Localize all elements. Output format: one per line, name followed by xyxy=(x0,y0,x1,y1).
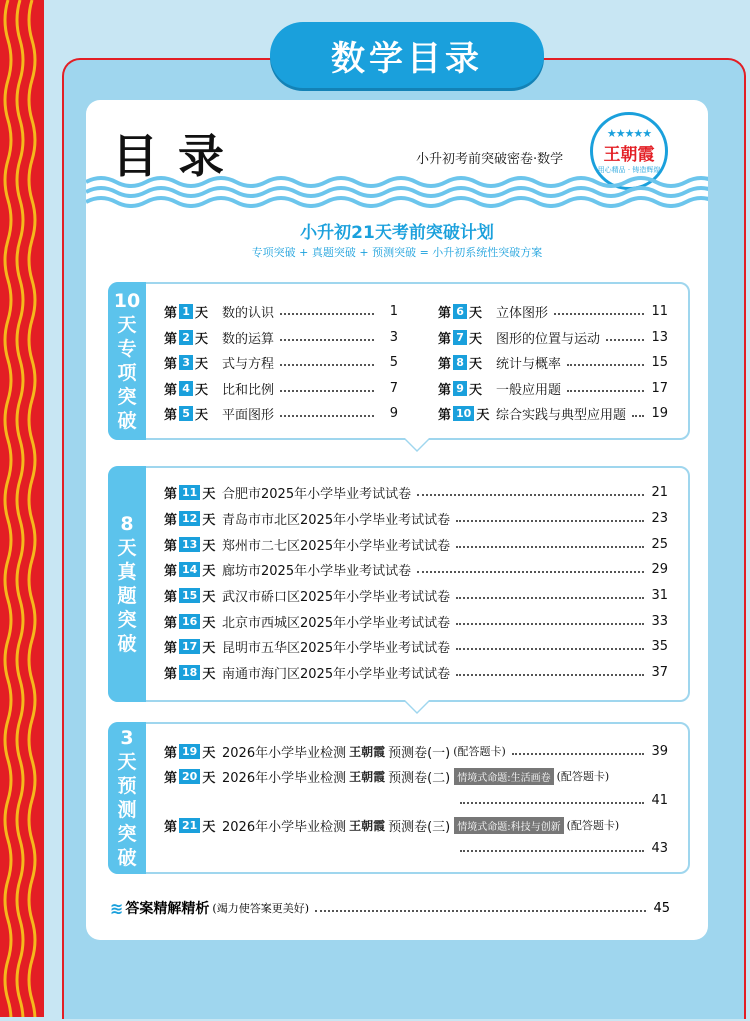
day-label: 第 8 天 xyxy=(438,355,483,372)
tab-char: 项 xyxy=(117,362,137,384)
topic-title: 合肥市2025年小学毕业考试试卷 xyxy=(222,486,412,502)
topic-title: 平面图形 xyxy=(222,407,275,423)
day-number: 2 xyxy=(179,330,193,345)
topic-title: 2026年小学毕业检测 xyxy=(222,770,347,786)
answers-row[interactable] xyxy=(110,898,670,918)
topic-title: 图形的位置与运动 xyxy=(496,331,601,347)
topic-volume: 预测卷(三) xyxy=(388,819,451,835)
topic-volume: 预测卷(二) xyxy=(388,770,451,786)
toc-row[interactable] xyxy=(164,636,668,656)
page-number: 1 xyxy=(389,303,398,319)
answer-card-note: (配答题卡) xyxy=(453,745,506,758)
toc-row[interactable] xyxy=(164,403,398,423)
day-label: 第 18 天 xyxy=(164,665,216,682)
tab-char: 3 xyxy=(120,727,134,749)
topic-title: 青岛市市北区2025年小学毕业考试试卷 xyxy=(222,512,451,528)
toc-row-continuation[interactable] xyxy=(454,790,668,810)
day-label: 第 7 天 xyxy=(438,330,483,347)
toc-row-continuation[interactable] xyxy=(454,838,668,858)
page-heading: 目录 xyxy=(112,129,244,183)
page-number: 21 xyxy=(651,484,668,500)
tab-char: 突 xyxy=(117,386,137,408)
dot-leader xyxy=(280,364,374,366)
page-number: 41 xyxy=(651,792,668,808)
title-banner xyxy=(270,22,544,88)
dot-leader xyxy=(512,753,644,755)
day-label: 第 19 天 xyxy=(164,744,216,761)
tab-char: 天 xyxy=(117,314,137,336)
tab-char: 突 xyxy=(117,823,137,845)
brand-name: 王朝霞 xyxy=(603,145,655,165)
page-number: 7 xyxy=(389,380,398,396)
topic-title: 比和比例 xyxy=(222,382,275,398)
toc-row[interactable] xyxy=(438,301,668,321)
topic-title: 一般应用题 xyxy=(496,382,562,398)
dot-leader xyxy=(460,802,644,804)
tab-char: 专 xyxy=(117,338,137,360)
day-number: 20 xyxy=(179,769,200,784)
topic-title: 廊坊市2025年小学毕业考试试卷 xyxy=(222,563,412,579)
ribbon-waves xyxy=(0,0,44,1017)
day-number: 7 xyxy=(453,330,467,345)
page-number: 29 xyxy=(651,561,668,577)
toc-row[interactable] xyxy=(164,611,668,631)
tab-char: 天 xyxy=(117,537,137,559)
dot-leader xyxy=(280,339,374,341)
toc-row[interactable] xyxy=(438,327,668,347)
plan-title: 小升初21天考前突破计划 xyxy=(300,223,494,243)
tab-char: 预 xyxy=(117,775,137,797)
dot-leader xyxy=(456,623,644,625)
tab-char: 破 xyxy=(117,633,137,655)
dot-leader xyxy=(554,313,644,315)
decorative-ribbon xyxy=(0,0,44,1017)
dot-leader xyxy=(456,597,644,599)
toc-row[interactable] xyxy=(164,508,668,528)
dot-leader xyxy=(456,546,644,548)
dot-leader xyxy=(417,571,644,573)
toc-row[interactable] xyxy=(164,559,668,579)
dot-leader xyxy=(632,415,644,417)
dot-leader xyxy=(456,674,644,676)
dot-leader xyxy=(460,850,644,852)
book-subtitle: 小升初考前突破密卷·数学 xyxy=(416,152,564,167)
brand-mark: 王朝霞 xyxy=(349,818,386,833)
day-label: 第 2 天 xyxy=(164,330,209,347)
stars-icon: ★★★★★ xyxy=(606,127,652,140)
day-number: 1 xyxy=(179,304,193,319)
day-label: 第 17 天 xyxy=(164,639,216,656)
tab-char: 题 xyxy=(117,585,137,607)
day-number: 10 xyxy=(453,406,474,421)
day-label: 第 3 天 xyxy=(164,355,209,372)
section-notch-inner xyxy=(405,438,429,450)
topic-title: 2026年小学毕业检测 xyxy=(222,745,347,761)
day-label: 第 15 天 xyxy=(164,588,216,605)
toc-row[interactable] xyxy=(164,815,668,835)
tab-char: 突 xyxy=(117,609,137,631)
answers-note: (竭力使答案更美好) xyxy=(212,902,309,915)
toc-row[interactable] xyxy=(164,301,398,321)
page-number: 23 xyxy=(651,510,668,526)
toc-row[interactable] xyxy=(438,352,668,372)
tab-char: 8 xyxy=(120,513,134,535)
page-number: 15 xyxy=(651,354,668,370)
day-number: 9 xyxy=(453,381,467,396)
topic-volume: 预测卷(一) xyxy=(388,745,451,761)
tab-char: 破 xyxy=(117,847,137,869)
page-number: 17 xyxy=(651,380,668,396)
brand-tagline: 用心精品 · 铸造辉煌 xyxy=(597,166,661,174)
toc-row[interactable] xyxy=(164,327,398,347)
page-number: 25 xyxy=(651,536,668,552)
toc-row[interactable] xyxy=(164,378,398,398)
topic-title: 立体图形 xyxy=(496,305,549,321)
topic-title: 武汉市硚口区2025年小学毕业考试试卷 xyxy=(222,589,451,605)
section-tab xyxy=(108,282,146,440)
day-label: 第 1 天 xyxy=(164,304,209,321)
topic-title: 昆明市五华区2025年小学毕业考试试卷 xyxy=(222,640,451,656)
day-number: 14 xyxy=(179,562,200,577)
page-number: 35 xyxy=(651,638,668,654)
dot-leader xyxy=(567,364,644,366)
section-tab xyxy=(108,466,146,702)
topic-title: 数的认识 xyxy=(222,305,275,321)
day-label: 第 11 天 xyxy=(164,485,216,502)
section-notch-inner xyxy=(405,700,429,712)
brand-mark: 王朝霞 xyxy=(349,744,386,759)
day-number: 18 xyxy=(179,665,200,680)
dot-leader xyxy=(606,339,644,341)
answers-label: 答案精解精析 xyxy=(125,901,210,917)
wave-divider xyxy=(86,174,708,208)
topic-title: 数的运算 xyxy=(222,331,275,347)
toc-row[interactable] xyxy=(438,378,668,398)
toc-row[interactable] xyxy=(164,662,668,682)
toc-row[interactable] xyxy=(164,585,668,605)
topic-title: 郑州市二七区2025年小学毕业考试试卷 xyxy=(222,538,451,554)
toc-row[interactable] xyxy=(164,352,398,372)
dot-leader xyxy=(280,313,374,315)
day-number: 5 xyxy=(179,406,193,421)
day-label: 第 12 天 xyxy=(164,511,216,528)
page-number: 39 xyxy=(651,743,668,759)
day-number: 6 xyxy=(453,304,467,319)
dot-leader xyxy=(280,390,374,392)
topic-title: 综合实践与典型应用题 xyxy=(496,407,627,423)
page-number: 3 xyxy=(389,329,398,345)
tab-char: 天 xyxy=(117,751,137,773)
toc-row[interactable] xyxy=(164,766,668,786)
section-tab xyxy=(108,722,146,874)
page-number: 43 xyxy=(651,840,668,856)
dot-leader xyxy=(417,494,644,496)
wave-icon: ≋ xyxy=(110,898,124,918)
day-number: 15 xyxy=(179,588,200,603)
topic-title: 统计与概率 xyxy=(496,356,562,372)
page-number: 13 xyxy=(651,329,668,345)
toc-row[interactable] xyxy=(164,741,668,761)
topic-title: 南通市海门区2025年小学毕业考试试卷 xyxy=(222,666,451,682)
page-number: 5 xyxy=(389,354,398,370)
tab-char: 测 xyxy=(117,799,137,821)
day-number: 4 xyxy=(179,381,193,396)
topic-title: 式与方程 xyxy=(222,356,275,372)
tab-char: 真 xyxy=(117,561,137,583)
day-number: 17 xyxy=(179,639,200,654)
day-number: 13 xyxy=(179,537,200,552)
topic-title: 2026年小学毕业检测 xyxy=(222,819,347,835)
tab-char: 10 xyxy=(113,290,141,312)
day-number: 19 xyxy=(179,744,200,759)
answer-card-note: (配答题卡) xyxy=(556,770,610,783)
topic-title: 北京市西城区2025年小学毕业考试试卷 xyxy=(222,615,451,631)
page-number: 19 xyxy=(651,405,668,421)
day-number: 3 xyxy=(179,355,193,370)
day-label: 第 4 天 xyxy=(164,381,209,398)
tab-char: 破 xyxy=(117,410,137,432)
day-number: 8 xyxy=(453,355,467,370)
dot-leader xyxy=(567,390,644,392)
day-number: 12 xyxy=(179,511,200,526)
dot-leader xyxy=(280,415,374,417)
dot-leader xyxy=(456,520,644,522)
toc-row[interactable] xyxy=(164,534,668,554)
page-number: 45 xyxy=(653,900,670,916)
brand-mark: 王朝霞 xyxy=(349,769,386,784)
page-number: 9 xyxy=(389,405,398,421)
page-number: 11 xyxy=(651,303,668,319)
day-number: 21 xyxy=(179,818,200,833)
day-label: 第 21 天 xyxy=(164,818,216,835)
plan-subtitle: 专项突破 + 真题突破 + 预测突破 = 小升初系统性突破方案 xyxy=(251,246,543,259)
dot-leader xyxy=(315,910,646,912)
theme-badge: 情境式命题:生活画卷 xyxy=(454,768,553,785)
day-label: 第 14 天 xyxy=(164,562,216,579)
day-label: 第 5 天 xyxy=(164,406,209,423)
toc-row[interactable] xyxy=(438,403,668,423)
answer-card-note: (配答题卡) xyxy=(566,819,620,832)
page-number: 37 xyxy=(651,664,668,680)
dot-leader xyxy=(456,648,644,650)
page-number: 31 xyxy=(651,587,668,603)
toc-row[interactable] xyxy=(164,482,668,502)
theme-badge: 情境式命题:科技与创新 xyxy=(454,817,563,834)
day-label: 第 10 天 xyxy=(438,406,490,423)
day-label: 第 13 天 xyxy=(164,537,216,554)
day-number: 11 xyxy=(179,485,200,500)
day-label: 第 20 天 xyxy=(164,769,216,786)
page-number: 33 xyxy=(651,613,668,629)
day-label: 第 16 天 xyxy=(164,614,216,631)
day-label: 第 6 天 xyxy=(438,304,483,321)
day-label: 第 9 天 xyxy=(438,381,483,398)
banner-title: 数学目录 xyxy=(331,38,483,79)
day-number: 16 xyxy=(179,614,200,629)
